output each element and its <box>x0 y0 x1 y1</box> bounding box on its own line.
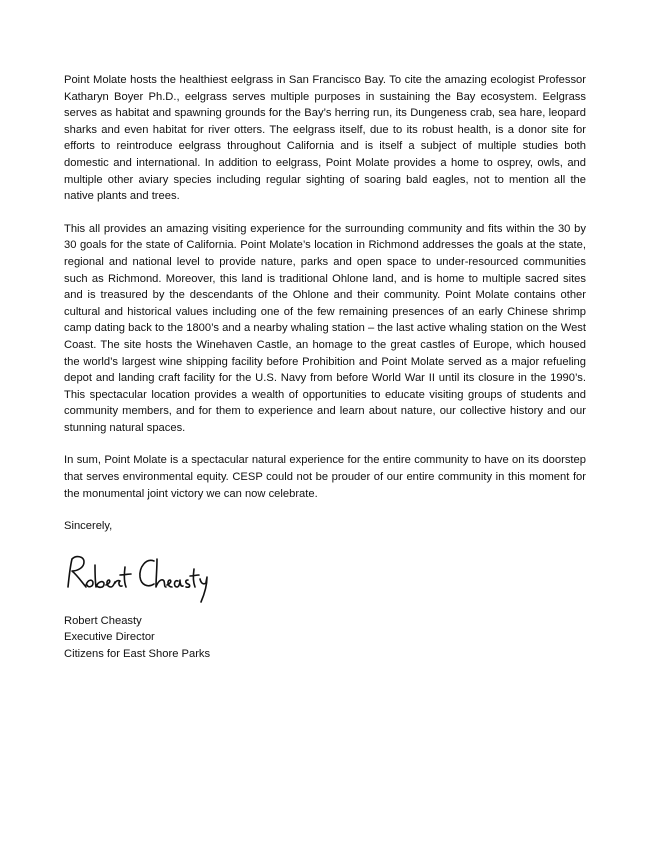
closing-salutation: Sincerely, <box>64 520 113 533</box>
paragraph-summary: In sum, Point Molate is a spectacular natural experience for the entire community to have on its doorstep that serves environmental equity. CESP could not be prouder of our entire community in this moment for the monumental joint victory we can now celebrate. <box>64 454 586 500</box>
signer-block <box>64 613 586 663</box>
paragraph-eelgrass: Point Molate hosts the healthiest eelgrass in San Francisco Bay. To cite the amazing ecologist Professor Katharyn Boyer Ph.D., eelgrass serves multiple purposes in sustaining the Bay ecosystem. Eelgrass serves as habitat and spawning grounds for the Bay’s herring run, its Dungeness crab, sea hare, leopard sharks and even habitat for river otters. The eelgrass itself, due to its robust health, is a donor site for efforts to reintroduce eelgrass throughout California and is itself a subject of multiple studies both domestic and international. In addition to eelgrass, Point Molate provides a home to osprey, owls, and multiple other aviary species including regular sighting of soaring bald eagles, not to mention all the native plants and trees. <box>64 74 586 203</box>
signer-name: Robert Cheasty <box>64 614 142 627</box>
signer-title: Executive Director <box>64 631 155 644</box>
handwritten-signature <box>62 547 212 605</box>
paragraph-community: This all provides an amazing visiting experience for the surrounding community and fits within the 30 by 30 goals for the state of California. Point Molate’s location in Richmond addresses the goals at the state, regional and national level to provide nature, parks and open space to under-resourced communities such as Richmond. Moreover, this land is traditional Ohlone land, and is home to multiple sacred sites and is treasured by the descendants of the Ohlone and their community. Point Molate contains other cultural and historical values including one of the few remaining presences of an early Chinese shrimp camp dating back to the 1800’s and a nearby whaling station – the last active whaling station on the West Coast. The site hosts the Winehaven Castle, an homage to the great castles of Europe, which housed the world’s largest wine shipping facility before Prohibition and Point Molate served as a major refueling depot and landing craft facility for the U.S. Navy from before World War II until its closure in the 1990’s. This spectacular location provides a wealth of opportunities to educate visiting groups of students and community members, and for them to experience and learn about nature, our collective history and our stunning natural spaces. <box>64 222 586 434</box>
signer-organization: Citizens for East Shore Parks <box>64 648 211 661</box>
letter-body <box>64 72 586 663</box>
